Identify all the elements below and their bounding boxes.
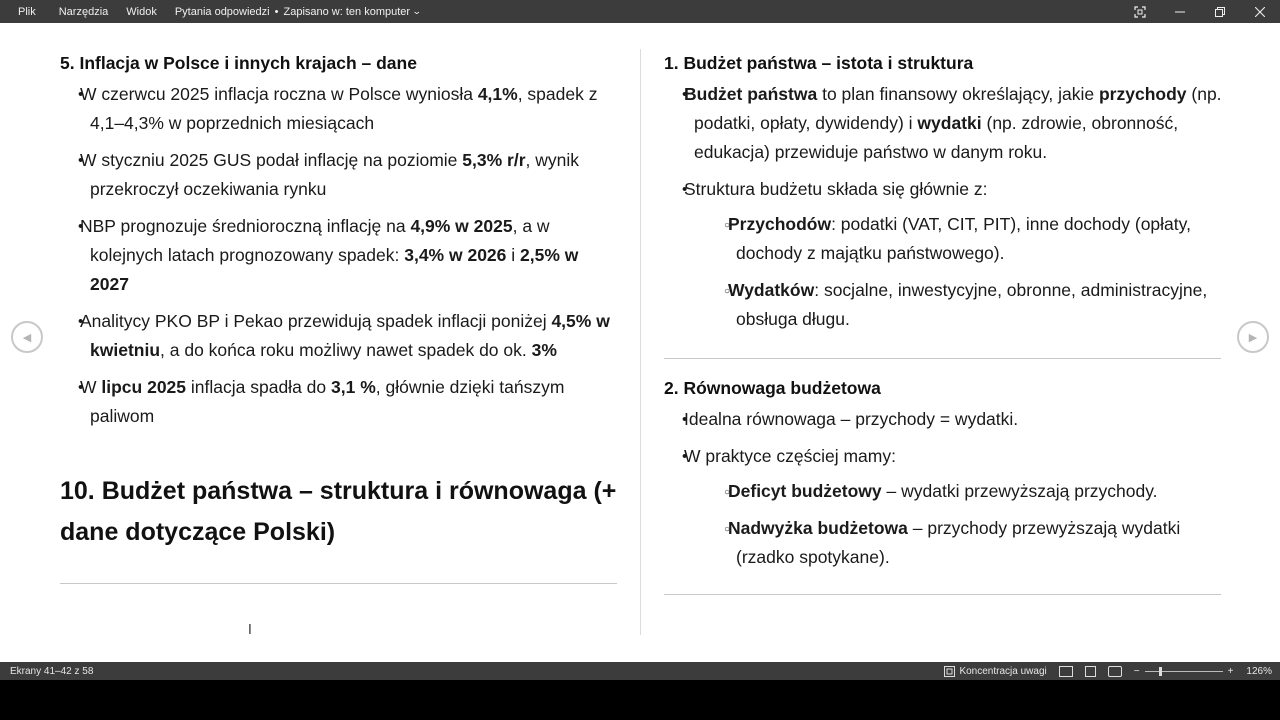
list-item [60,212,620,299]
list-item [664,175,1224,204]
zoom-in-icon[interactable]: + [1227,665,1234,677]
minimize-icon[interactable] [1160,0,1200,23]
bold-text: wydatki [917,113,982,133]
bold-text: Wydatków [728,280,815,300]
chapter-title: 10. Budżet państwa – struktura i równowaga (+ dane dotyczące Polski) [60,477,617,546]
balance-sublist [664,477,1224,572]
menu-file[interactable]: Plik [18,5,36,18]
window-controls [1120,0,1280,23]
text: i [506,245,521,265]
text: : socjalne, inwestycyjne, obronne, administracyjne, obsługa długu. [736,280,1208,329]
list-item [60,146,620,204]
print-layout-icon[interactable] [1085,666,1096,677]
zoom-slider-thumb[interactable] [1159,667,1162,676]
zoom-level[interactable]: 126% [1246,665,1272,677]
text: , spadek z 4,1–4,3% w poprzednich miesiącach [90,84,598,133]
text: (np. podatki, opłaty, dywidendy) i [694,84,1222,133]
save-status-label: Zapisano w: ten komputer [283,5,411,18]
bold-text: 3% [531,340,557,360]
section-title-budget: 1. Budżet państwa – istota i struktura [664,53,974,73]
status-bar [0,662,1280,680]
menu-view[interactable]: Widok [126,5,157,18]
fullscreen-icon[interactable] [1120,0,1160,23]
section-title-inflation: 5. Inflacja w Polsce i innych krajach – dane [60,53,417,73]
list-item [60,80,620,138]
sub-list-item [664,514,1224,572]
divider [60,583,617,584]
menu-qa[interactable] [166,0,430,23]
balance-list [664,405,1224,471]
text: , a w kolejnych latach prognozowany spadek: [90,216,550,265]
focus-mode-label: Koncentracja uwagi [959,665,1047,677]
text: , głównie dzięki tańszym paliwom [90,377,565,426]
text: , wynik przekroczył oczekiwania rynku [90,150,579,199]
zoom-out-icon[interactable]: − [1133,665,1140,677]
read-mode-icon[interactable] [1059,666,1073,677]
previous-page-button[interactable] [11,321,43,353]
separator-dot: • [274,5,279,18]
bold-text: 3,1 % [331,377,376,397]
text-cursor-icon: I [248,623,252,638]
list-item [664,442,1224,471]
sub-list-item [664,210,1224,268]
right-column [664,23,1224,595]
divider [664,594,1221,595]
menu-bar [0,0,1280,23]
text: : podatki (VAT, CIT, PIT), inne dochody (opłaty, dochody z majątku państwowego). [736,214,1191,263]
save-status[interactable] [283,6,420,18]
bold-text: Budżet państwa [684,84,818,104]
bold-text: Nadwyżka budżetowa [728,518,908,538]
text: inflacja spadła do [186,377,331,397]
text: W styczniu 2025 GUS podał inflację na poziomie [80,150,463,170]
restore-icon[interactable] [1200,0,1240,23]
list-item [60,373,620,431]
bold-text: przychody [1098,84,1187,104]
arrow-right-icon: ▶ [1248,331,1258,344]
text: Analitycy PKO BP i Pekao przewidują spadek inflacji poniżej [80,311,552,331]
sub-list-item [664,276,1224,334]
text: – przychody przewyższają wydatki (rzadko spotykane). [736,518,1181,567]
budget-list [664,80,1224,204]
zoom-control [1134,666,1272,677]
status-controls [944,662,1272,680]
page-counter: Ekrany 41–42 z 58 [10,665,94,677]
arrow-left-icon: ◀ [22,331,32,344]
zoom-slider[interactable] [1145,671,1223,672]
sub-list-item [664,477,1224,506]
text: Struktura budżetu składa się głównie z: [684,179,988,199]
focus-icon [944,666,955,677]
divider [664,358,1221,359]
web-layout-icon[interactable] [1108,666,1122,677]
reading-page [0,23,1280,662]
bold-text: 5,3% r/r [462,150,526,170]
list-item [664,405,1224,434]
text: Idealna równowaga – przychody = wydatki. [684,409,1019,429]
text: – wydatki przewyższają przychody. [881,481,1158,501]
chevron-down-icon: ⌄ [411,6,422,16]
section-title-balance: 2. Równowaga budżetowa [664,378,881,398]
list-item [664,80,1224,167]
menu [0,0,430,23]
bold-text: Przychodów [728,214,832,234]
text: to plan finansowy określający, jakie [817,84,1099,104]
bold-text: 2,5% w 2027 [90,245,579,294]
next-page-button[interactable] [1237,321,1269,353]
letterbox [0,680,1280,720]
menu-qa-label: Pytania odpowiedzi [174,5,270,18]
text: W praktyce częściej mamy: [684,446,896,466]
bold-text: 4,5% w kwietniu [90,311,610,360]
menu-tools[interactable]: Narzędzia [58,5,109,18]
bold-text: 3,4% w 2026 [404,245,507,265]
text: NBP prognozuje średnioroczną inflację na [80,216,411,236]
bold-text: 4,9% w 2025 [410,216,513,236]
bold-text: lipcu 2025 [101,377,187,397]
budget-sublist [664,210,1224,334]
text: (np. zdrowie, obronność, edukacja) przewiduje państwo w danym roku. [694,113,1179,162]
close-icon[interactable] [1240,0,1280,23]
text: , a do końca roku możliwy nawet spadek do ok. [160,340,532,360]
column-divider [640,49,641,635]
bold-text: 4,1% [477,84,518,104]
left-column [60,23,620,584]
text: W [80,377,102,397]
list-item [60,307,620,365]
text: W czerwcu 2025 inflacja roczna w Polsce wyniosła [80,84,478,104]
bold-text: Deficyt budżetowy [728,481,882,501]
focus-mode-button[interactable] [944,666,1046,677]
inflation-list [60,80,620,431]
